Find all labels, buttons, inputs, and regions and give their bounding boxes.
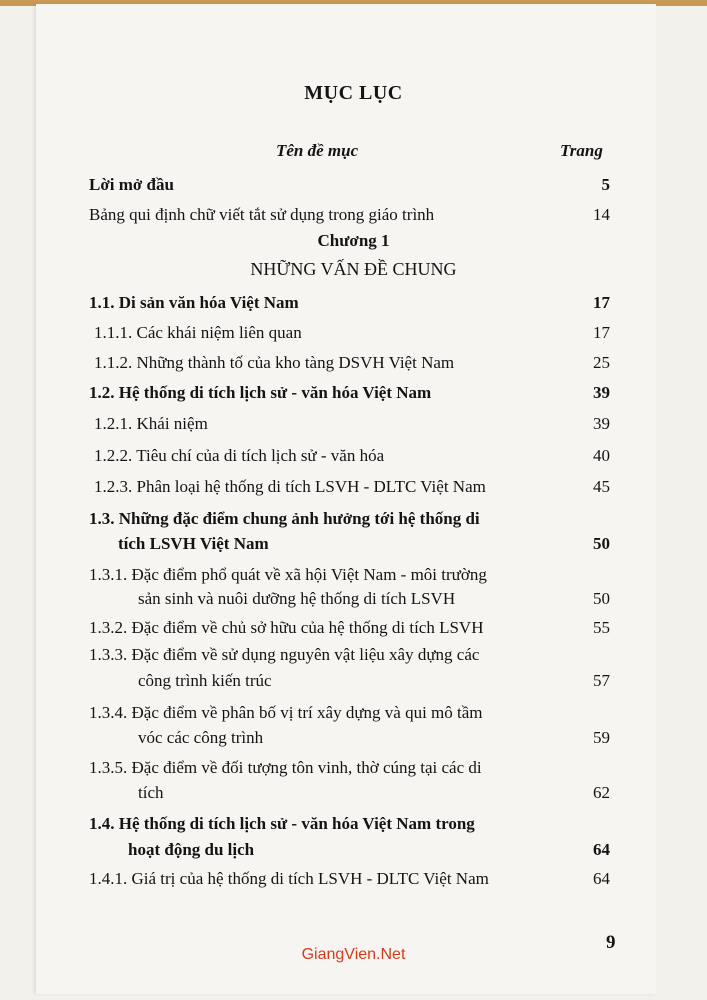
toc-entry-text-line2: sản sinh và nuôi dưỡng hệ thống di tích LSVH bbox=[138, 589, 456, 608]
toc-entry-text-line2: tích bbox=[138, 783, 164, 802]
toc-entry-page: 5 bbox=[601, 175, 610, 194]
toc-entry-text-line2: công trình kiến trúc bbox=[138, 671, 272, 690]
toc-entry-page: 17 bbox=[593, 293, 610, 312]
column-page-header: Trang bbox=[560, 141, 603, 160]
page-title: MỤC LỤC bbox=[304, 82, 403, 104]
toc-entry-text-line1: 1.3.5. Đặc điểm về đối tượng tôn vinh, thờ cúng tại các di bbox=[89, 758, 482, 777]
toc-subsection bbox=[0, 700, 707, 750]
toc-entry-page: 17 bbox=[593, 323, 610, 342]
toc-entry-text-line1: 1.3. Những đặc điểm chung ảnh hưởng tới hệ thống di bbox=[89, 509, 480, 528]
toc-subsection bbox=[0, 755, 707, 805]
toc-entry-text-line1: 1.3.4. Đặc điểm về phân bố vị trí xây dựng và qui mô tầm bbox=[89, 703, 483, 722]
column-title-header: Tên đề mục bbox=[276, 141, 359, 160]
toc-entry-page: 64 bbox=[593, 840, 610, 859]
watermark: GiangVien.Net bbox=[301, 946, 406, 963]
toc-entry-text: 1.3.2. Đặc điểm về chủ sở hữu của hệ thống di tích LSVH bbox=[89, 618, 484, 637]
toc-entry-page: 25 bbox=[593, 353, 610, 372]
toc-entry-text-line2: hoạt động du lịch bbox=[128, 840, 255, 859]
toc-entry-text: Lời mở đầu bbox=[89, 175, 174, 194]
toc-entry-page: 39 bbox=[593, 383, 610, 402]
toc-entry-page: 39 bbox=[593, 414, 610, 433]
toc-entry-text: 1.4.1. Giá trị của hệ thống di tích LSVH - DLTC Việt Nam bbox=[89, 869, 489, 888]
toc-entry-text-line1: 1.3.3. Đặc điểm về sử dụng nguyên vật liệu xây dựng các bbox=[89, 645, 480, 664]
toc-entry-text-line1: 1.4. Hệ thống di tích lịch sử - văn hóa Việt Nam trong bbox=[89, 814, 475, 833]
chapter-label: Chương 1 bbox=[317, 231, 390, 250]
toc-entry-page: 50 bbox=[593, 534, 610, 553]
toc-entry-text-line2: vóc các công trình bbox=[138, 728, 264, 747]
toc-subsection bbox=[0, 642, 707, 692]
toc-entry-page: 57 bbox=[593, 671, 610, 690]
toc-entry-text: Bảng qui định chữ viết tắt sử dụng trong giáo trình bbox=[89, 205, 435, 224]
toc-entry-text-line1: 1.3.1. Đặc điểm phổ quát về xã hội Việt Nam - môi trường bbox=[89, 565, 487, 584]
toc-entry-page: 64 bbox=[593, 869, 610, 888]
toc-entry-page: 50 bbox=[593, 589, 610, 608]
toc-subsection bbox=[0, 562, 707, 612]
toc-entry-text-line2: tích LSVH Việt Nam bbox=[118, 534, 269, 553]
toc-entry-page: 40 bbox=[593, 446, 610, 465]
toc-entry-text: 1.1.1. Các khái niệm liên quan bbox=[94, 323, 302, 342]
toc-entry-text: 1.2. Hệ thống di tích lịch sử - văn hóa Việt Nam bbox=[89, 383, 432, 402]
chapter-title: NHỮNG VẤN ĐỀ CHUNG bbox=[250, 259, 457, 279]
toc-entry-text: 1.2.3. Phân loại hệ thống di tích LSVH - DLTC Việt Nam bbox=[94, 477, 486, 496]
page-number: 9 bbox=[606, 932, 616, 953]
toc-entry-page: 55 bbox=[593, 618, 610, 637]
toc-entry-text: 1.2.1. Khái niệm bbox=[94, 414, 208, 433]
toc-entry-text: 1.1. Di sản văn hóa Việt Nam bbox=[89, 293, 299, 312]
toc-section bbox=[0, 811, 707, 861]
toc-section bbox=[0, 506, 707, 556]
toc-entry-page: 59 bbox=[593, 728, 610, 747]
toc-entry-text: 1.2.2. Tiêu chí của di tích lịch sử - văn hóa bbox=[94, 446, 385, 465]
toc-entry-page: 14 bbox=[593, 205, 610, 224]
toc-entry-text: 1.1.2. Những thành tố của kho tàng DSVH Việt Nam bbox=[94, 353, 455, 372]
toc-entry-page: 62 bbox=[593, 783, 610, 802]
toc-entry-page: 45 bbox=[593, 477, 610, 496]
